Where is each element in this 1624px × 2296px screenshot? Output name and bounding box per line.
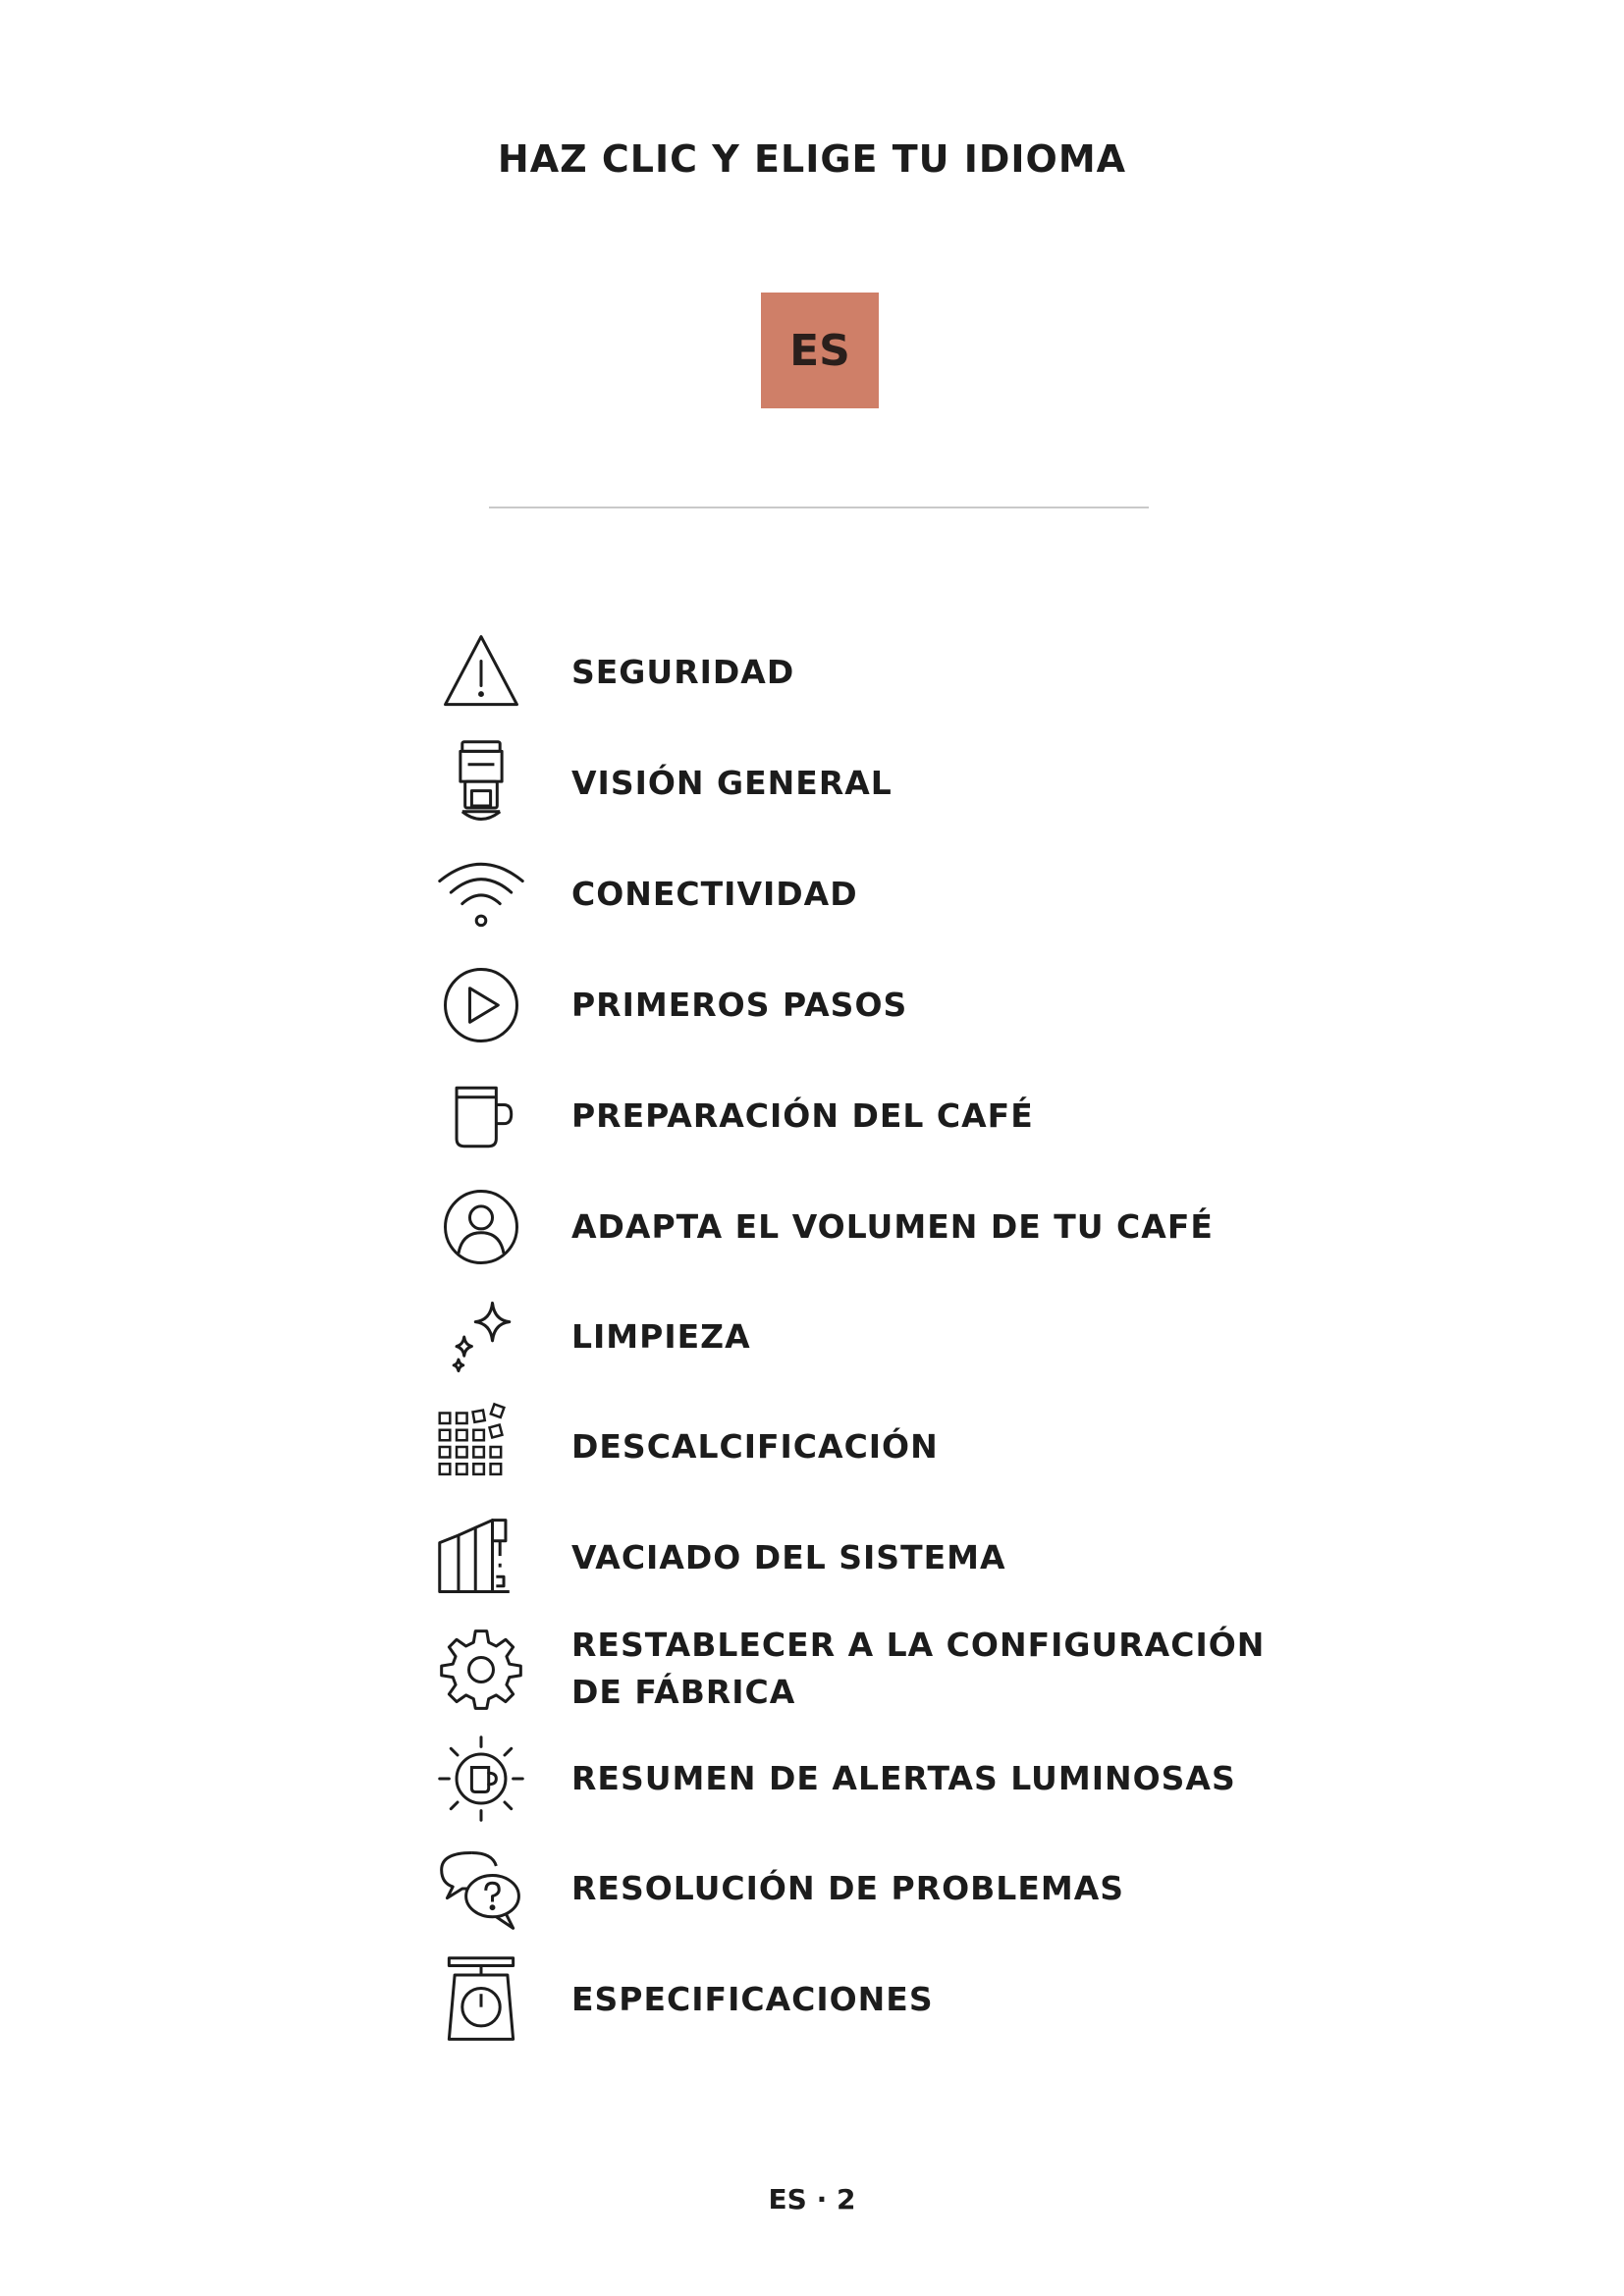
menu-label-multiline xyxy=(571,1622,1265,1716)
menu-item-primeros-pasos[interactable] xyxy=(432,956,1218,1054)
mug-icon xyxy=(432,1067,530,1165)
light-alert-icon xyxy=(432,1730,530,1828)
page-title: HAZ CLIC Y ELIGE TU IDIOMA xyxy=(497,137,1127,181)
menu-label: VACIADO DEL SISTEMA xyxy=(571,1538,1006,1576)
system-emptying-icon xyxy=(432,1509,530,1607)
scale-icon xyxy=(432,1950,530,2049)
menu-label: DESCALCIFICACIÓN xyxy=(571,1427,939,1466)
menu-item-seguridad[interactable] xyxy=(432,623,1218,721)
wifi-icon xyxy=(432,845,530,943)
menu-label: RESOLUCIÓN DE PROBLEMAS xyxy=(571,1869,1125,1907)
menu-label: PREPARACIÓN DEL CAFÉ xyxy=(571,1096,1034,1135)
menu-item-descalcificacion[interactable] xyxy=(432,1398,1218,1496)
menu-label: PRIMEROS PASOS xyxy=(571,986,908,1024)
menu-label-line: RESTABLECER A LA CONFIGURACIÓN xyxy=(571,1626,1266,1664)
menu-item-resolucion-problemas[interactable] xyxy=(432,1840,1218,1938)
menu-item-vaciado-del-sistema[interactable] xyxy=(432,1509,1218,1607)
menu-label: VISIÓN GENERAL xyxy=(571,764,893,802)
language-button-es[interactable]: ES xyxy=(761,293,879,408)
chat-question-icon xyxy=(432,1840,530,1938)
menu-label: ESPECIFICACIONES xyxy=(571,1980,934,2018)
menu-label: ADAPTA EL VOLUMEN DE TU CAFÉ xyxy=(571,1207,1214,1246)
menu-label: SEGURIDAD xyxy=(571,653,795,691)
menu-item-resumen-alertas[interactable] xyxy=(432,1730,1236,1828)
menu-label: RESUMEN DE ALERTAS LUMINOSAS xyxy=(571,1759,1236,1797)
menu-label-line: DE FÁBRICA xyxy=(571,1673,796,1711)
menu-label: CONECTIVIDAD xyxy=(571,875,858,913)
user-circle-icon xyxy=(432,1178,530,1276)
divider xyxy=(489,507,1149,508)
menu-item-limpieza[interactable] xyxy=(432,1288,1218,1386)
menu-item-conectividad[interactable] xyxy=(432,845,1218,943)
coffee-machine-icon xyxy=(432,734,530,832)
menu-item-especificaciones[interactable] xyxy=(432,1950,1218,2049)
descaling-grid-icon xyxy=(432,1398,530,1496)
menu-item-adapta-volumen[interactable] xyxy=(432,1178,1218,1276)
menu-label: LIMPIEZA xyxy=(571,1317,751,1356)
menu-item-restablecer[interactable] xyxy=(432,1620,1266,1718)
play-circle-icon xyxy=(432,956,530,1054)
page-number: ES · 2 xyxy=(768,2183,856,2216)
menu-item-preparacion-del-cafe[interactable] xyxy=(432,1067,1218,1165)
sparkle-icon xyxy=(432,1288,530,1386)
gear-icon xyxy=(432,1620,530,1718)
warning-triangle-icon xyxy=(432,623,530,721)
menu-item-vision-general[interactable] xyxy=(432,734,1218,832)
